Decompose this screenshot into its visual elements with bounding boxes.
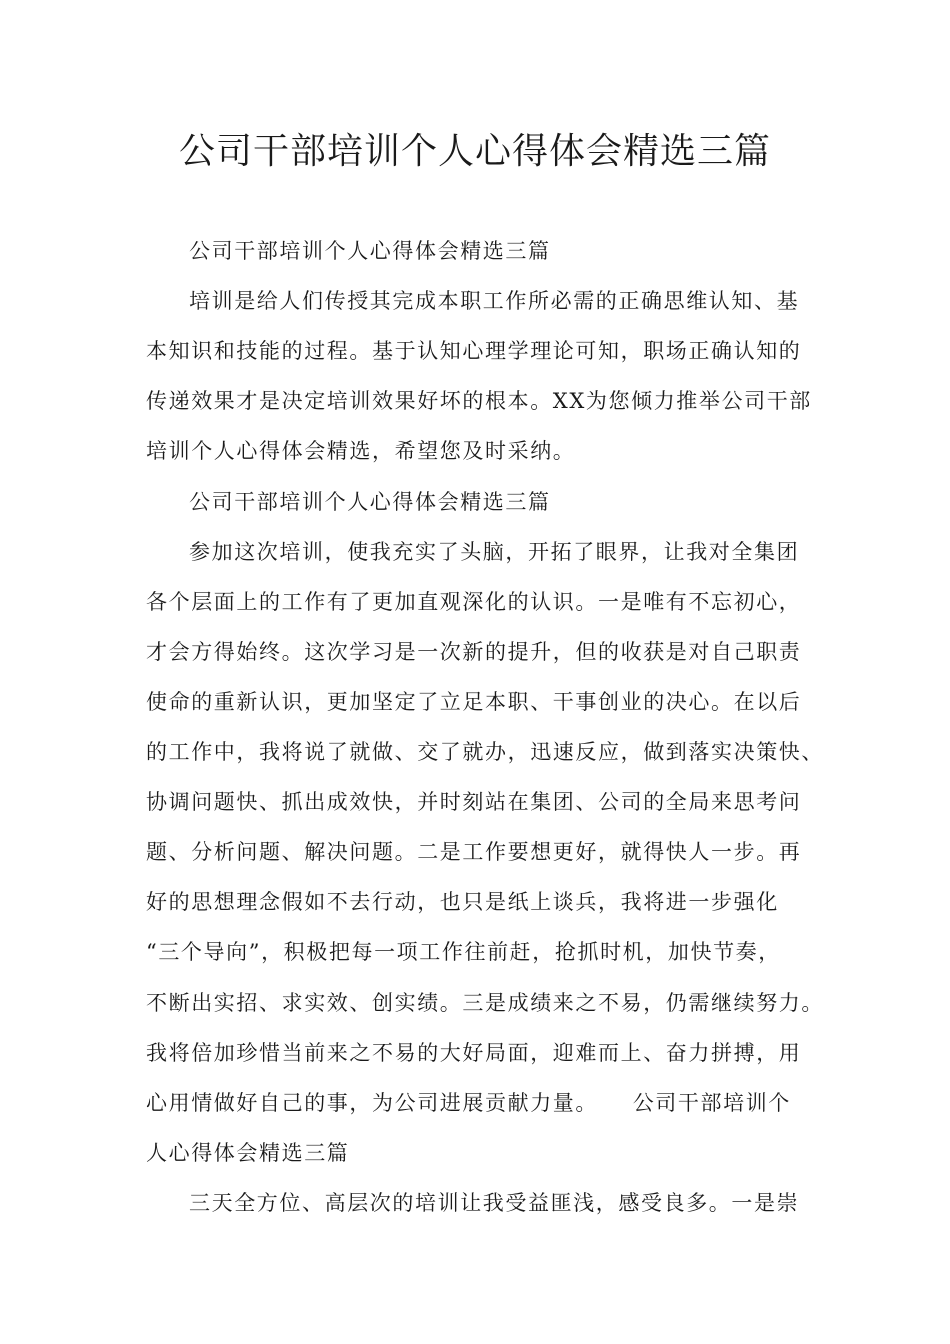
text-line: 协调问题快、抓出成效快，并时刻站在集团、公司的全局来思考问	[146, 790, 802, 815]
text-line: 参加这次培训，使我充实了头脑，开拓了眼界，让我对全集团	[189, 539, 800, 564]
text-line: 各个层面上的工作有了更加直观深化的认识。一是唯有不忘初心，	[146, 589, 802, 614]
text-line: 三天全方位、高层次的培训让我受益匪浅，感受良多。一是崇	[189, 1190, 800, 1215]
text-line: 本知识和技能的过程。基于认知心理学理论可知，职场正确认知的	[146, 339, 802, 364]
text-line: 公司干部培训个人心得体会精选三篇	[189, 489, 551, 514]
text-line: 人心得体会精选三篇	[146, 1140, 350, 1165]
text-line: 公司干部培训个人心得体会精选三篇	[189, 239, 551, 263]
text-line: 我将倍加珍惜当前来之不易的大好局面，迎难而上、奋力拼搏，用	[146, 1040, 802, 1065]
text-line: 培训是给人们传授其完成本职工作所必需的正确思维认知、基	[189, 289, 800, 314]
text-line: 传递效果才是决定培训效果好坏的根本。XX为您倾力推举公司干部	[146, 389, 812, 414]
document-title: 公司干部培训个人心得体会精选三篇	[178, 131, 771, 172]
text-line: 的工作中，我将说了就做、交了就办，迅速反应，做到落实决策快、	[146, 740, 824, 764]
text-line: 不断出实招、求实效、创实绩。三是成绩来之不易，仍需继续努力。	[146, 990, 824, 1015]
text-line: 才会方得始终。这次学习是一次新的提升，但的收获是对自己职责	[146, 639, 802, 664]
text-line: 培训个人心得体会精选，希望您及时采纳。	[146, 439, 576, 464]
text-line: 题、分析问题、解决问题。二是工作要想更好，就得快人一步。再	[146, 840, 802, 865]
text-line: 使命的重新认识，更加坚定了立足本职、干事创业的决心。在以后	[146, 689, 802, 714]
text-line: 心用情做好自己的事，为公司进展贡献力量。 公司干部培训个	[146, 1090, 791, 1115]
text-line: “三个导向”，积极把每一项工作往前赶，抢抓时机，加快节奏，	[146, 940, 781, 965]
text-line: 好的思想理念假如不去行动，也只是纸上谈兵，我将进一步强化	[146, 890, 779, 915]
